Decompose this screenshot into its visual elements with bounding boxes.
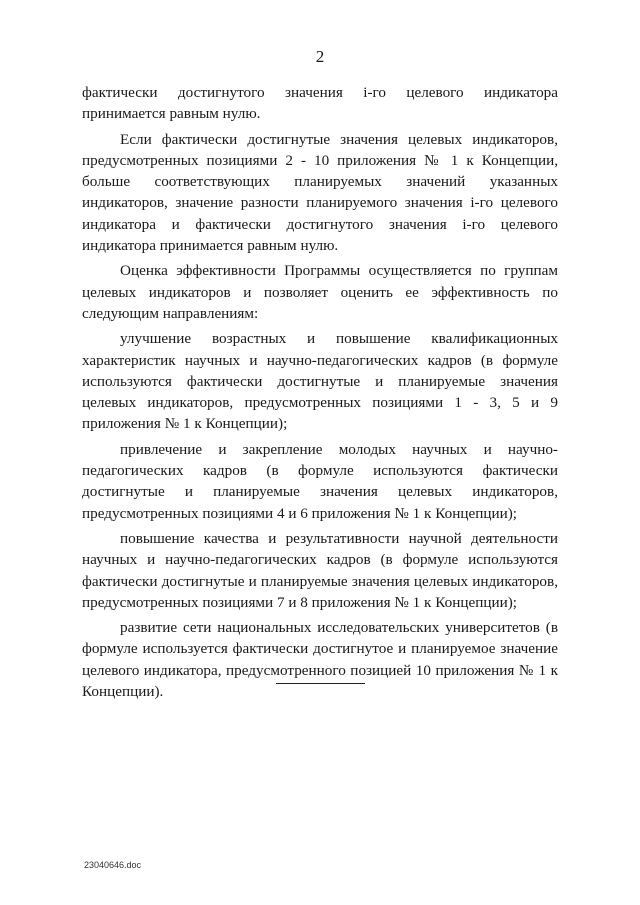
paragraph-exceeded-values: Если фактически достигнутые значения целевых индикаторов, предусмотренных позициями 2 - 10 приложения № 1 к Концепции, больше соответствующих планируемых значений указанных индикаторов, значение разности планируемого значения i-го целевого индикатора и фактически достигнутого значения i-го целевого индикатора принимается равным нулю. [82, 130, 558, 255]
page-number: 2 [315, 47, 325, 66]
end-divider [276, 683, 365, 684]
list-item-staff-improvement: улучшение возрастных и повышение квалификационных характеристик научных и научно-педагогических кадров (в формуле используются фактически достигнутые и планируемые значения целевых индикаторов, предусмотренных позициями 1 - 3, 5 и 9 приложения № 1 к Концепции); [82, 330, 558, 433]
paragraph-continuation: фактически достигнутого значения i-го целевого индикатора принимается равным нулю. [82, 84, 558, 123]
list-item-young-staff: привлечение и закрепление молодых научных и научно-педагогических кадров (в формуле используются фактически достигнутые и планируемые значения целевых индикаторов, предусмотренных позициями 4 и 6 приложения № 1 к Концепции); [82, 440, 558, 522]
paragraph-evaluation-groups: Оценка эффективности Программы осуществляется по группам целевых индикаторов и позволяет оценить ее эффективность по следующим направлениям: [82, 262, 558, 322]
document-body [82, 82, 558, 706]
list-item-university-network: развитие сети национальных исследовательских университетов (в формуле используется фактически достигнутое и планируемое значение целевого индикатора, предусмотренного позицией 10 приложения № 1 к Концепции). [82, 619, 558, 701]
footer-file-code: 23040646.doc [84, 860, 142, 870]
list-item-research-quality: повышение качества и результативности научной деятельности научных и научно-педагогических кадров (в формуле используются фактически достигнутые и планируемые значения целевых индикаторов, предусмотренных позициями 7 и 8 приложения № 1 к Концепции); [82, 529, 558, 611]
